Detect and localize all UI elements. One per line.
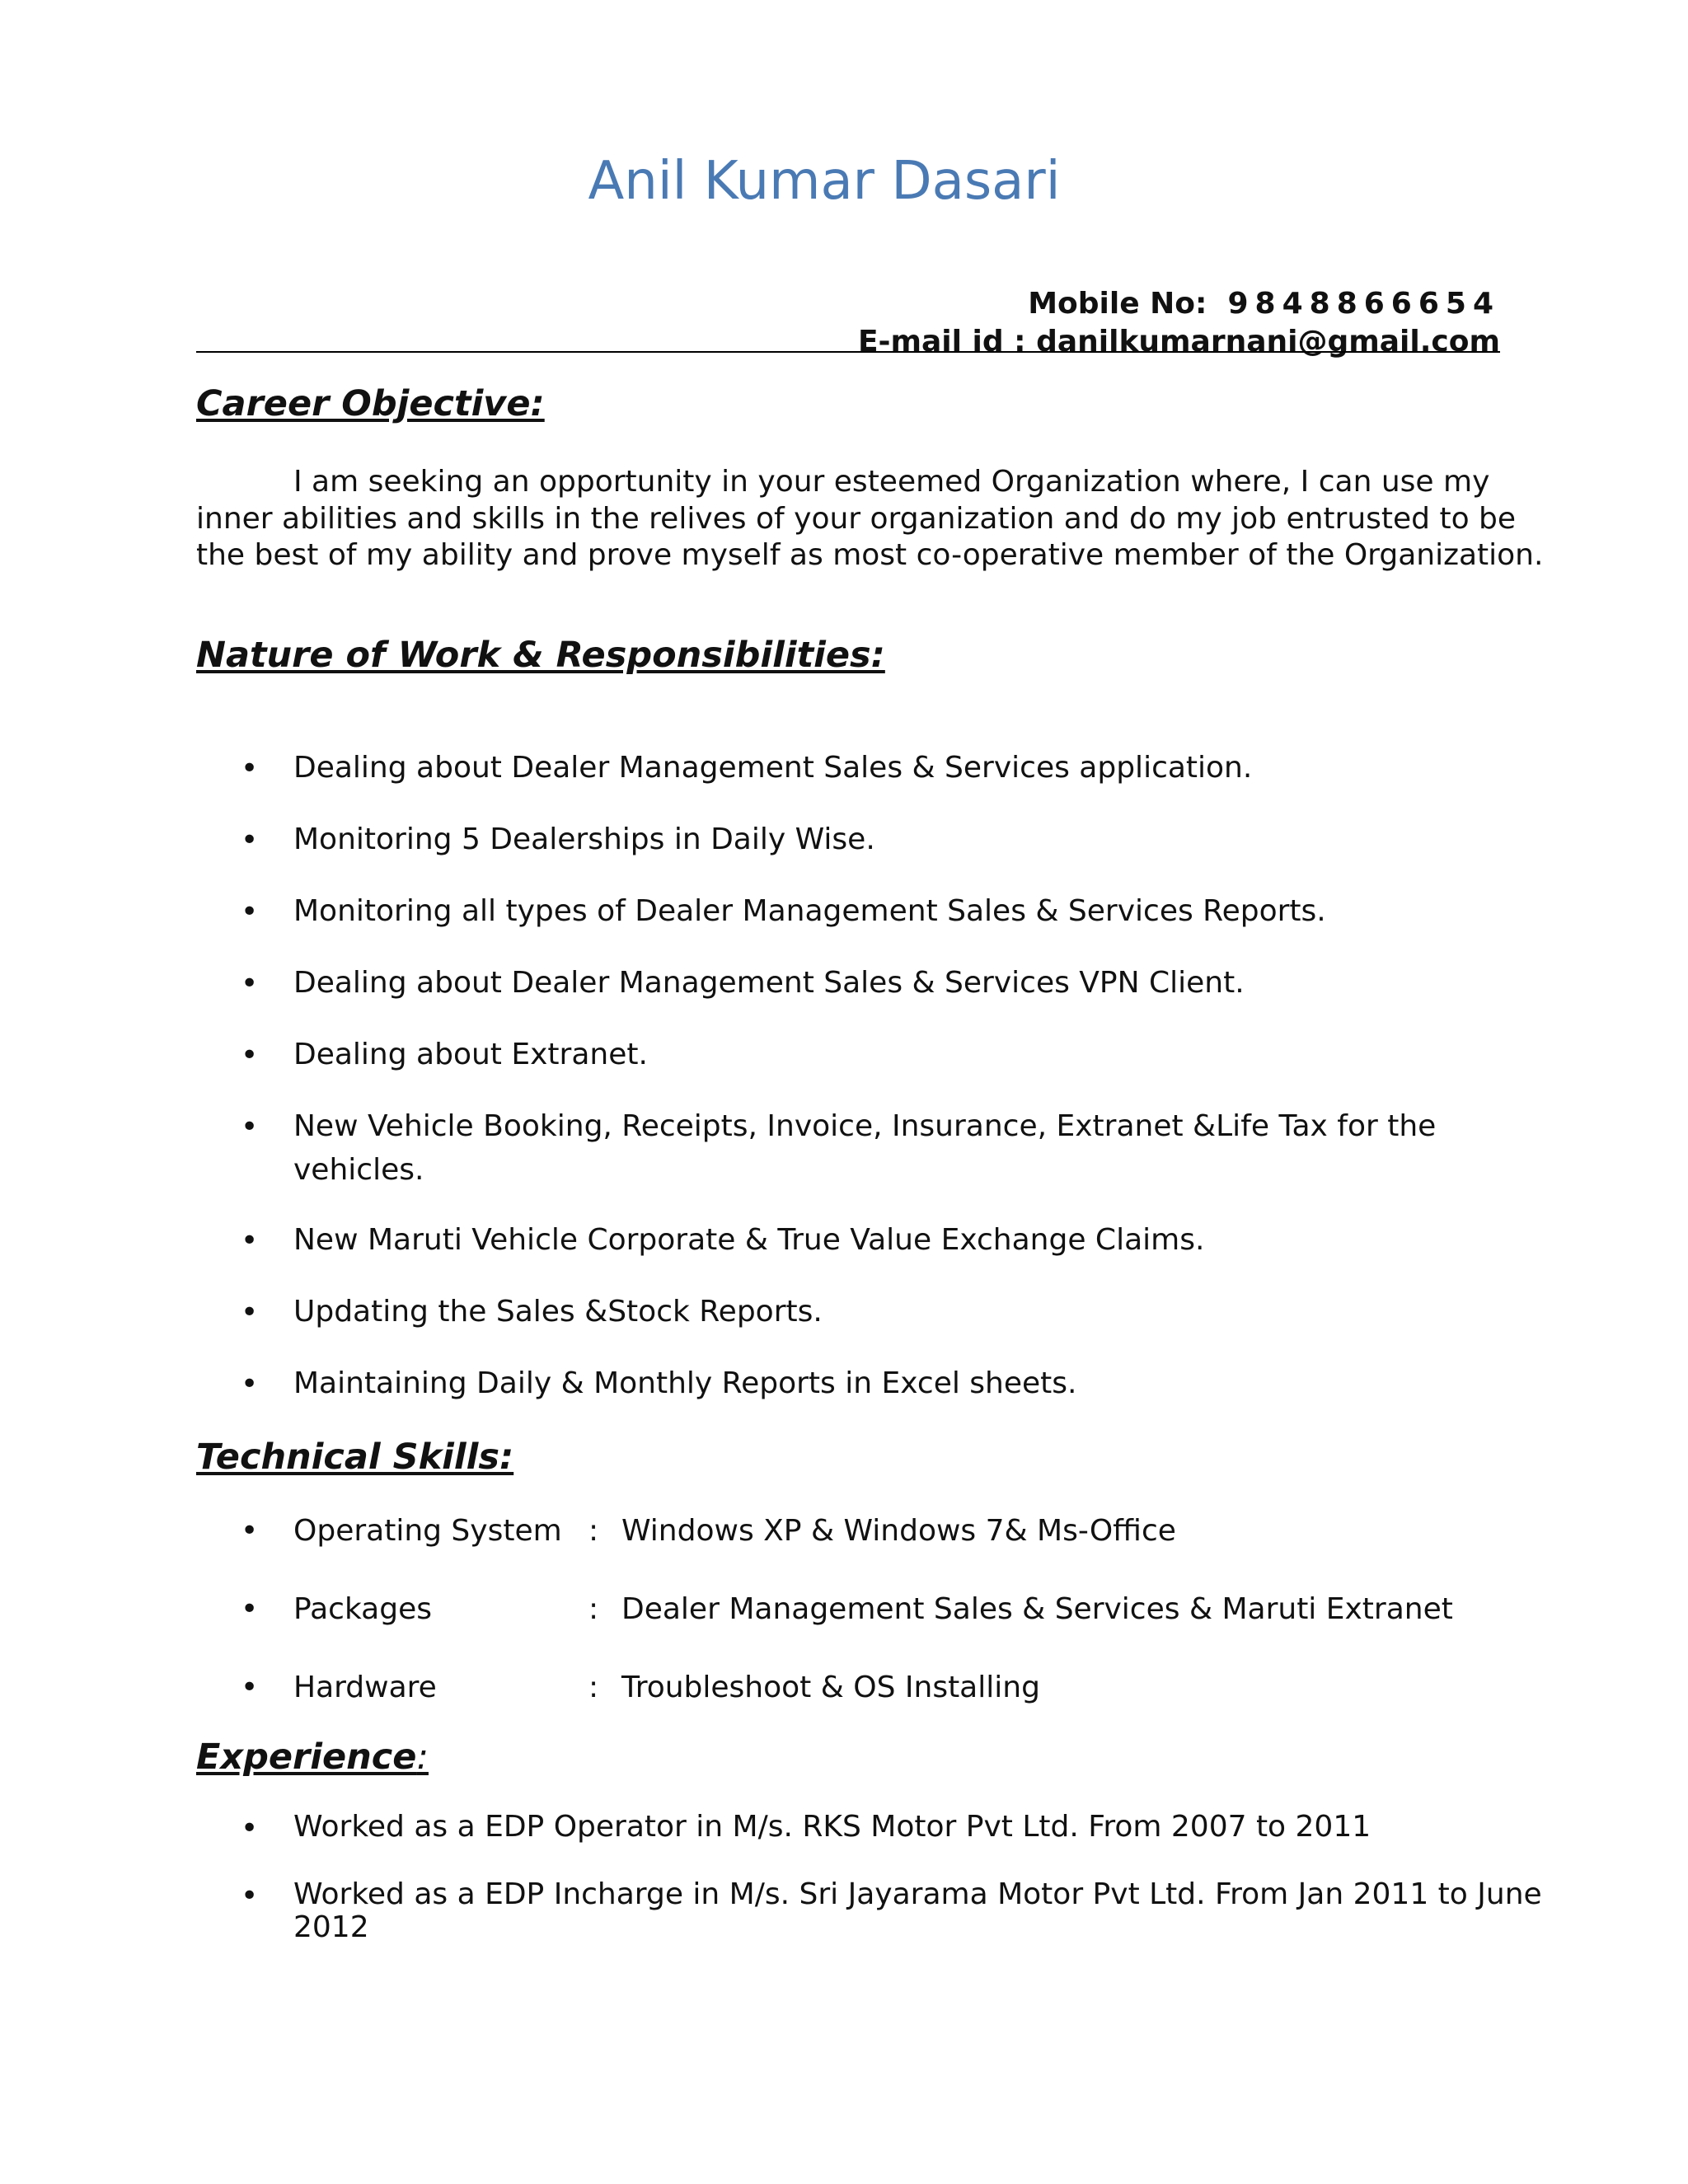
career-objective-text bbox=[196, 464, 1548, 574]
responsibilities-heading: Nature of Work & Responsibilities: bbox=[196, 635, 885, 676]
mobile-label: Mobile No: bbox=[1028, 287, 1207, 321]
responsibility-item: Monitoring 5 Dealerships in Daily Wise. bbox=[293, 823, 875, 856]
bullet-icon: • bbox=[241, 1514, 259, 1548]
bullet-icon: • bbox=[241, 823, 259, 857]
skill-value: Windows XP & Windows 7& Ms-Office bbox=[621, 1514, 1176, 1548]
bullet-icon: • bbox=[241, 1224, 259, 1258]
bullet-icon: • bbox=[241, 1296, 259, 1329]
responsibility-item: Monitoring all types of Dealer Management Sales & Services Reports. bbox=[293, 894, 1326, 928]
responsibility-item: Updating the Sales &Stock Reports. bbox=[293, 1295, 823, 1329]
mobile-number: 9848866654 bbox=[1227, 287, 1500, 321]
skill-colon: : bbox=[588, 1671, 599, 1704]
career-objective-body: I am seeking an opportunity in your esteemed Organization where, I can use my inner abilities and skills in the relives of your organization and do my job entrusted to be the best of my ability and prove myself as most co-operative member of the Organization. bbox=[196, 465, 1544, 572]
skill-label: Packages bbox=[293, 1592, 432, 1626]
experience-item: Worked as a EDP Operator in M/s. RKS Motor Pvt Ltd. From 2007 to 2011 bbox=[293, 1810, 1372, 1844]
skill-value: Dealer Management Sales & Services & Maruti Extranet bbox=[621, 1592, 1453, 1626]
experience-heading bbox=[196, 1736, 429, 1779]
responsibility-item: New Maruti Vehicle Corporate & True Value Exchange Claims. bbox=[293, 1223, 1205, 1257]
bullet-icon: • bbox=[241, 1592, 259, 1626]
technical-skills-heading: Technical Skills: bbox=[196, 1436, 514, 1478]
responsibility-item: New Vehicle Booking, Receipts, Invoice, Insurance, Extranet &Life Tax for the vehicles. bbox=[293, 1109, 1437, 1187]
experience-item: Worked as a EDP Incharge in M/s. Sri Jayarama Motor Pvt Ltd. From Jan 2011 to June 2012 bbox=[293, 1877, 1542, 1944]
bullet-icon: • bbox=[241, 752, 259, 785]
candidate-name: Anil Kumar Dasari bbox=[588, 151, 1061, 212]
mobile-line bbox=[858, 285, 1500, 323]
skill-colon: : bbox=[588, 1592, 599, 1626]
bullet-icon: • bbox=[241, 1367, 259, 1401]
skill-colon: : bbox=[588, 1514, 599, 1548]
skill-label: Operating System bbox=[293, 1514, 562, 1548]
email-line: E-mail id : danilkumarnani@gmail.com bbox=[857, 325, 1500, 359]
experience-heading-colon: : bbox=[416, 1736, 429, 1778]
header-divider bbox=[196, 351, 1500, 353]
career-objective-heading: Career Objective: bbox=[196, 383, 545, 424]
bullet-icon: • bbox=[241, 967, 259, 1001]
skill-label: Hardware bbox=[293, 1671, 437, 1704]
contact-block bbox=[858, 285, 1500, 361]
responsibility-item: Dealing about Extranet. bbox=[293, 1038, 648, 1071]
experience-heading-text: Experience bbox=[196, 1736, 417, 1778]
responsibility-item: Dealing about Dealer Management Sales & Services application. bbox=[293, 751, 1253, 785]
bullet-icon: • bbox=[241, 1879, 259, 1913]
bullet-icon: • bbox=[241, 895, 259, 929]
bullet-icon: • bbox=[241, 1038, 259, 1072]
bullet-icon: • bbox=[241, 1671, 259, 1704]
responsibility-item: Maintaining Daily & Monthly Reports in Excel sheets. bbox=[293, 1366, 1077, 1400]
responsibility-item: Dealing about Dealer Management Sales & Services VPN Client. bbox=[293, 966, 1245, 1000]
bullet-icon: • bbox=[241, 1110, 259, 1144]
bullet-icon: • bbox=[241, 1811, 259, 1845]
skill-value: Troubleshoot & OS Installing bbox=[621, 1671, 1040, 1704]
